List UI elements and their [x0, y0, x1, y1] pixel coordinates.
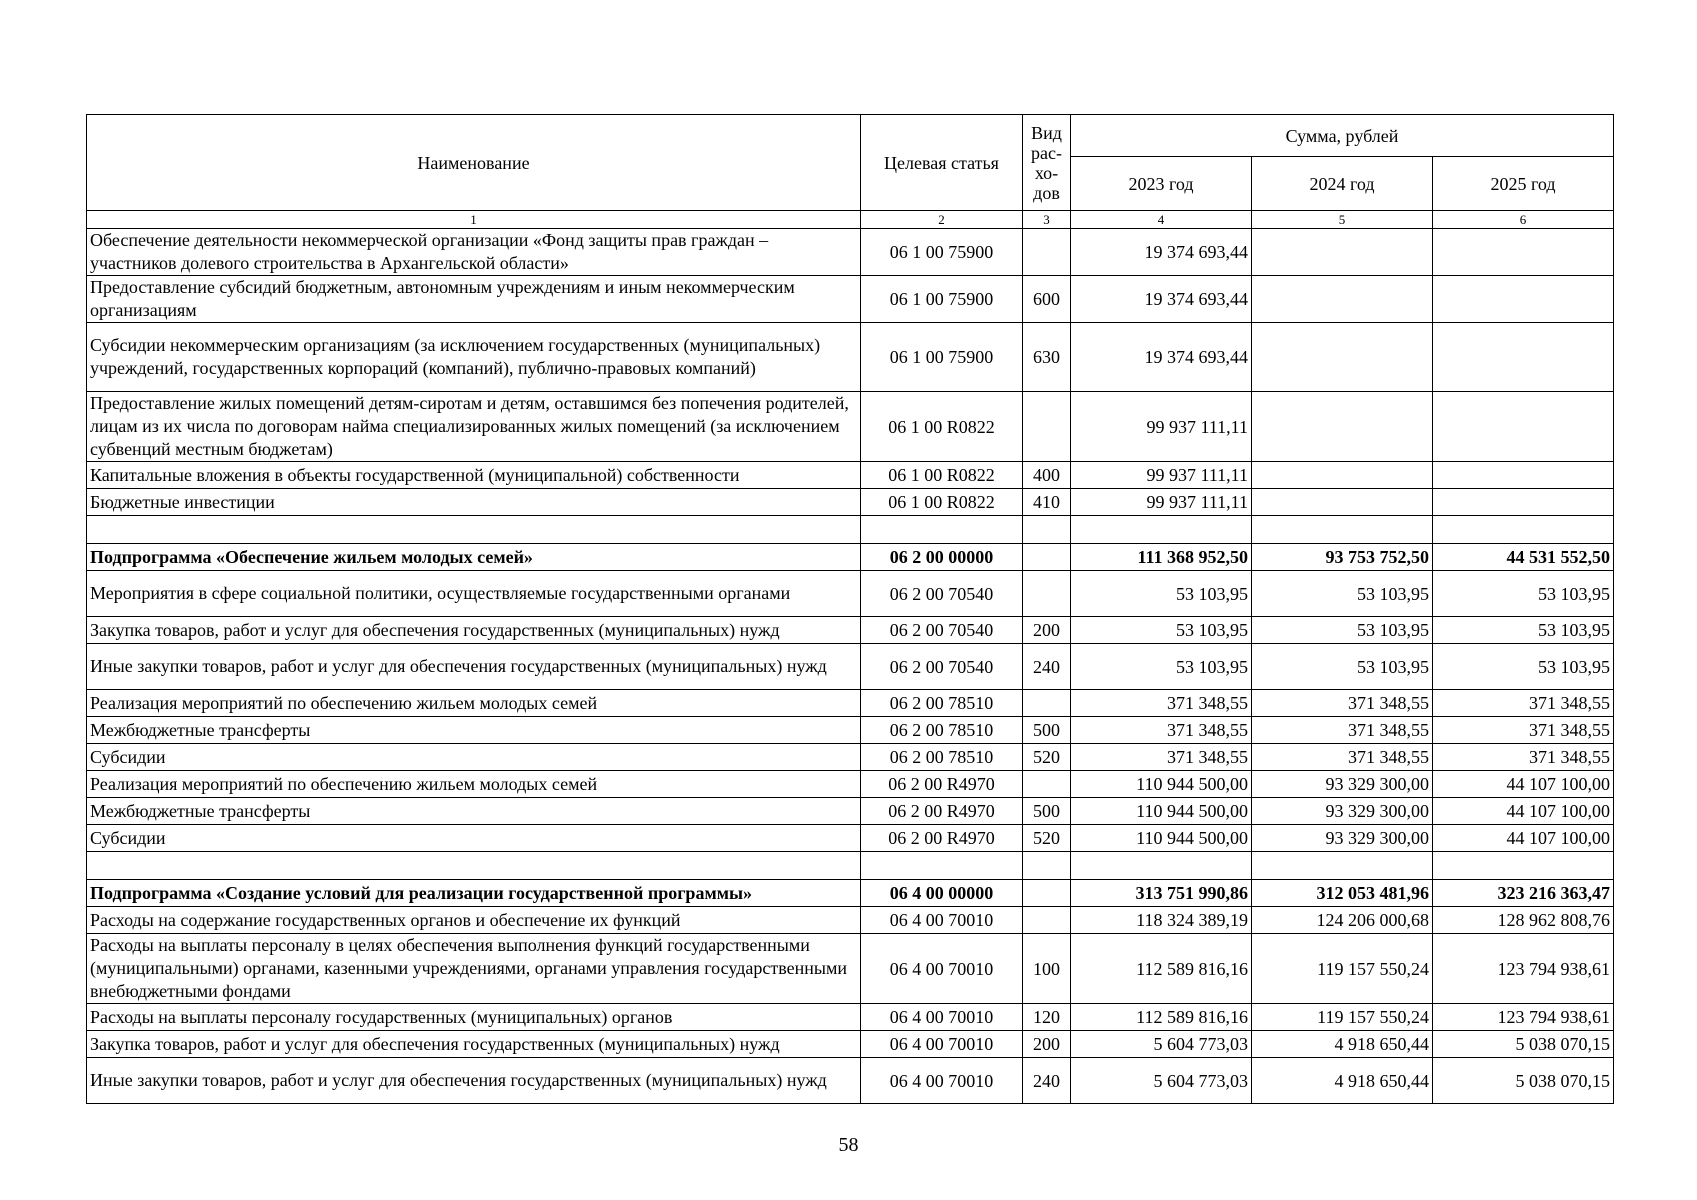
header-year-2024: 2024 год — [1252, 157, 1433, 211]
expense-type-cell: 600 — [1023, 276, 1071, 323]
expense-type-cell — [1023, 571, 1071, 617]
amount-2024-cell — [1252, 392, 1433, 462]
target-code-cell: 06 4 00 70010 — [861, 907, 1023, 934]
table-row — [87, 1031, 1614, 1058]
amount-2023-cell: 110 944 500,00 — [1071, 825, 1252, 852]
amount-2025-cell: 44 107 100,00 — [1433, 771, 1614, 798]
column-number: 6 — [1433, 211, 1614, 229]
row-name-cell: Иные закупки товаров, работ и услуг для обеспечения государственных (муниципальных) нужд — [87, 1058, 861, 1104]
empty-cell — [1252, 852, 1433, 880]
column-numbers-row — [87, 211, 1614, 229]
target-code-cell: 06 2 00 R4970 — [861, 825, 1023, 852]
row-name-cell: Расходы на выплаты персоналу государственных (муниципальных) органов — [87, 1004, 861, 1031]
expense-type-cell — [1023, 907, 1071, 934]
amount-2025-cell: 371 348,55 — [1433, 717, 1614, 744]
amount-2025-cell — [1433, 489, 1614, 516]
amount-2025-cell: 5 038 070,15 — [1433, 1058, 1614, 1104]
amount-2023-cell: 110 944 500,00 — [1071, 798, 1252, 825]
target-code-cell: 06 1 00 R0822 — [861, 462, 1023, 489]
row-name-cell: Межбюджетные трансферты — [87, 798, 861, 825]
amount-2025-cell — [1433, 276, 1614, 323]
subprogram-row — [87, 544, 1614, 571]
empty-cell — [1023, 852, 1071, 880]
empty-cell — [861, 852, 1023, 880]
amount-2024-cell — [1252, 276, 1433, 323]
amount-2023-cell: 53 103,95 — [1071, 571, 1252, 617]
table-row — [87, 392, 1614, 462]
target-code-cell: 06 2 00 R4970 — [861, 798, 1023, 825]
expense-type-cell: 120 — [1023, 1004, 1071, 1031]
budget-table — [86, 114, 1614, 1104]
expense-type-cell — [1023, 690, 1071, 717]
amount-2024-cell: 4 918 650,44 — [1252, 1058, 1433, 1104]
expense-type-cell — [1023, 771, 1071, 798]
target-code-cell: 06 2 00 78510 — [861, 744, 1023, 771]
amount-2025-cell: 128 962 808,76 — [1433, 907, 1614, 934]
row-name-cell: Бюджетные инвестиции — [87, 489, 861, 516]
amount-2024-cell — [1252, 229, 1433, 276]
row-name-cell: Субсидии — [87, 744, 861, 771]
amount-2025-cell: 53 103,95 — [1433, 644, 1614, 690]
expense-type-cell: 240 — [1023, 1058, 1071, 1104]
target-code-cell: 06 4 00 00000 — [861, 880, 1023, 907]
amount-2023-cell: 371 348,55 — [1071, 744, 1252, 771]
amount-2023-cell: 112 589 816,16 — [1071, 934, 1252, 1004]
expense-type-cell — [1023, 880, 1071, 907]
row-name-cell: Подпрограмма «Создание условий для реализации государственной программы» — [87, 880, 861, 907]
row-name-cell: Предоставление субсидий бюджетным, автономным учреждениям и иным некоммерческим организациям — [87, 276, 861, 323]
expense-type-cell: 410 — [1023, 489, 1071, 516]
amount-2023-cell: 99 937 111,11 — [1071, 462, 1252, 489]
header-target: Целевая статья — [861, 115, 1023, 211]
column-number: 2 — [861, 211, 1023, 229]
table-body — [87, 229, 1614, 1104]
amount-2024-cell: 93 329 300,00 — [1252, 825, 1433, 852]
amount-2023-cell: 118 324 389,19 — [1071, 907, 1252, 934]
row-name-cell: Подпрограмма «Обеспечение жильем молодых семей» — [87, 544, 861, 571]
row-name-cell: Обеспечение деятельности некоммерческой организации «Фонд защиты прав граждан – участников долевого строительства в Архангельской области» — [87, 229, 861, 276]
amount-2025-cell: 371 348,55 — [1433, 690, 1614, 717]
expense-type-cell: 500 — [1023, 717, 1071, 744]
amount-2024-cell: 93 753 752,50 — [1252, 544, 1433, 571]
amount-2023-cell: 19 374 693,44 — [1071, 276, 1252, 323]
amount-2024-cell — [1252, 462, 1433, 489]
table-row — [87, 323, 1614, 392]
amount-2025-cell — [1433, 392, 1614, 462]
amount-2023-cell: 371 348,55 — [1071, 717, 1252, 744]
row-name-cell: Реализация мероприятий по обеспечению жильем молодых семей — [87, 690, 861, 717]
table-row — [87, 229, 1614, 276]
amount-2024-cell — [1252, 489, 1433, 516]
table-header — [87, 115, 1614, 229]
header-year-2025: 2025 год — [1433, 157, 1614, 211]
amount-2025-cell: 44 531 552,50 — [1433, 544, 1614, 571]
amount-2024-cell: 93 329 300,00 — [1252, 771, 1433, 798]
column-number: 4 — [1071, 211, 1252, 229]
table-row — [87, 934, 1614, 1004]
amount-2024-cell: 371 348,55 — [1252, 690, 1433, 717]
amount-2023-cell: 53 103,95 — [1071, 644, 1252, 690]
target-code-cell: 06 1 00 75900 — [861, 229, 1023, 276]
amount-2025-cell: 53 103,95 — [1433, 571, 1614, 617]
amount-2023-cell: 371 348,55 — [1071, 690, 1252, 717]
row-name-cell: Расходы на выплаты персоналу в целях обеспечения выполнения функций государственными (муниципальными) органами, казенными учреждениями, органами управления государственными внебюджетными фондами — [87, 934, 861, 1004]
amount-2025-cell: 44 107 100,00 — [1433, 798, 1614, 825]
expense-type-cell: 630 — [1023, 323, 1071, 392]
amount-2023-cell: 19 374 693,44 — [1071, 229, 1252, 276]
expense-type-cell: 200 — [1023, 617, 1071, 644]
target-code-cell: 06 1 00 R0822 — [861, 392, 1023, 462]
amount-2025-cell: 53 103,95 — [1433, 617, 1614, 644]
amount-2024-cell: 371 348,55 — [1252, 717, 1433, 744]
table-row — [87, 489, 1614, 516]
amount-2024-cell: 93 329 300,00 — [1252, 798, 1433, 825]
row-name-cell: Реализация мероприятий по обеспечению жильем молодых семей — [87, 771, 861, 798]
expense-type-cell — [1023, 544, 1071, 571]
table-row — [87, 690, 1614, 717]
amount-2025-cell: 323 216 363,47 — [1433, 880, 1614, 907]
amount-2023-cell: 53 103,95 — [1071, 617, 1252, 644]
header-sum-group: Сумма, рублей — [1071, 115, 1614, 157]
column-number: 3 — [1023, 211, 1071, 229]
table-row — [87, 825, 1614, 852]
column-number: 1 — [87, 211, 861, 229]
amount-2023-cell: 5 604 773,03 — [1071, 1058, 1252, 1104]
amount-2025-cell: 123 794 938,61 — [1433, 934, 1614, 1004]
amount-2025-cell: 123 794 938,61 — [1433, 1004, 1614, 1031]
amount-2025-cell — [1433, 229, 1614, 276]
target-code-cell: 06 1 00 75900 — [861, 323, 1023, 392]
table-row — [87, 276, 1614, 323]
table-row — [87, 644, 1614, 690]
expense-type-cell: 520 — [1023, 825, 1071, 852]
amount-2023-cell: 99 937 111,11 — [1071, 392, 1252, 462]
table-row — [87, 1004, 1614, 1031]
expense-type-cell — [1023, 229, 1071, 276]
amount-2024-cell: 53 103,95 — [1252, 571, 1433, 617]
target-code-cell: 06 2 00 00000 — [861, 544, 1023, 571]
amount-2025-cell: 5 038 070,15 — [1433, 1031, 1614, 1058]
expense-type-cell: 520 — [1023, 744, 1071, 771]
table-row — [87, 617, 1614, 644]
row-name-cell: Закупка товаров, работ и услуг для обеспечения государственных (муниципальных) нужд — [87, 617, 861, 644]
row-name-cell: Предоставление жилых помещений детям-сиротам и детям, оставшимся без попечения родителей, лицам из их числа по договорам найма специализированных жилых помещений (за исключением субвенций местным бюджетам) — [87, 392, 861, 462]
target-code-cell: 06 2 00 78510 — [861, 690, 1023, 717]
amount-2025-cell — [1433, 323, 1614, 392]
table-row — [87, 571, 1614, 617]
empty-cell — [861, 516, 1023, 544]
amount-2024-cell: 124 206 000,68 — [1252, 907, 1433, 934]
expense-type-cell: 240 — [1023, 644, 1071, 690]
page-number: 58 — [838, 1134, 859, 1156]
target-code-cell: 06 2 00 70540 — [861, 617, 1023, 644]
amount-2024-cell: 119 157 550,24 — [1252, 934, 1433, 1004]
target-code-cell: 06 2 00 70540 — [861, 644, 1023, 690]
target-code-cell: 06 2 00 78510 — [861, 717, 1023, 744]
target-code-cell: 06 4 00 70010 — [861, 934, 1023, 1004]
empty-cell — [1023, 516, 1071, 544]
target-code-cell: 06 4 00 70010 — [861, 1031, 1023, 1058]
target-code-cell: 06 4 00 70010 — [861, 1004, 1023, 1031]
table-row — [87, 717, 1614, 744]
row-name-cell: Межбюджетные трансферты — [87, 717, 861, 744]
amount-2023-cell: 99 937 111,11 — [1071, 489, 1252, 516]
header-year-2023: 2023 год — [1071, 157, 1252, 211]
empty-cell — [87, 852, 861, 880]
amount-2023-cell: 110 944 500,00 — [1071, 771, 1252, 798]
expense-type-cell: 200 — [1023, 1031, 1071, 1058]
amount-2024-cell: 119 157 550,24 — [1252, 1004, 1433, 1031]
expense-type-cell: 500 — [1023, 798, 1071, 825]
table-row — [87, 771, 1614, 798]
table-row — [87, 744, 1614, 771]
table-row — [87, 907, 1614, 934]
row-name-cell: Закупка товаров, работ и услуг для обеспечения государственных (муниципальных) нужд — [87, 1031, 861, 1058]
expense-type-cell: 100 — [1023, 934, 1071, 1004]
table-row — [87, 462, 1614, 489]
amount-2023-cell: 313 751 990,86 — [1071, 880, 1252, 907]
target-code-cell: 06 4 00 70010 — [861, 1058, 1023, 1104]
amount-2024-cell: 53 103,95 — [1252, 644, 1433, 690]
header-expense-type: Вид рас- хо- дов — [1023, 115, 1071, 211]
empty-cell — [1433, 516, 1614, 544]
blank-spacer-row — [87, 516, 1614, 544]
row-name-cell: Расходы на содержание государственных органов и обеспечение их функций — [87, 907, 861, 934]
amount-2024-cell: 312 053 481,96 — [1252, 880, 1433, 907]
amount-2024-cell: 4 918 650,44 — [1252, 1031, 1433, 1058]
blank-spacer-row — [87, 852, 1614, 880]
table-row — [87, 798, 1614, 825]
row-name-cell: Мероприятия в сфере социальной политики, осуществляемые государственными органами — [87, 571, 861, 617]
amount-2024-cell: 53 103,95 — [1252, 617, 1433, 644]
row-name-cell: Капитальные вложения в объекты государственной (муниципальной) собственности — [87, 462, 861, 489]
amount-2024-cell: 371 348,55 — [1252, 744, 1433, 771]
amount-2023-cell: 112 589 816,16 — [1071, 1004, 1252, 1031]
column-number: 5 — [1252, 211, 1433, 229]
row-name-cell: Иные закупки товаров, работ и услуг для обеспечения государственных (муниципальных) нужд — [87, 644, 861, 690]
expense-type-cell — [1023, 392, 1071, 462]
amount-2023-cell: 111 368 952,50 — [1071, 544, 1252, 571]
subprogram-row — [87, 880, 1614, 907]
target-code-cell: 06 2 00 70540 — [861, 571, 1023, 617]
amount-2023-cell: 5 604 773,03 — [1071, 1031, 1252, 1058]
target-code-cell: 06 1 00 R0822 — [861, 489, 1023, 516]
target-code-cell: 06 2 00 R4970 — [861, 771, 1023, 798]
empty-cell — [87, 516, 861, 544]
empty-cell — [1252, 516, 1433, 544]
row-name-cell: Субсидии некоммерческим организациям (за исключением государственных (муниципальных) учреждений, государственных корпораций (компаний), публично-правовых компаний) — [87, 323, 861, 392]
expense-type-cell: 400 — [1023, 462, 1071, 489]
empty-cell — [1071, 852, 1252, 880]
amount-2025-cell: 44 107 100,00 — [1433, 825, 1614, 852]
amount-2025-cell: 371 348,55 — [1433, 744, 1614, 771]
amount-2025-cell — [1433, 462, 1614, 489]
table-row — [87, 1058, 1614, 1104]
header-name: Наименование — [87, 115, 861, 211]
amount-2023-cell: 19 374 693,44 — [1071, 323, 1252, 392]
target-code-cell: 06 1 00 75900 — [861, 276, 1023, 323]
empty-cell — [1433, 852, 1614, 880]
empty-cell — [1071, 516, 1252, 544]
amount-2024-cell — [1252, 323, 1433, 392]
row-name-cell: Субсидии — [87, 825, 861, 852]
